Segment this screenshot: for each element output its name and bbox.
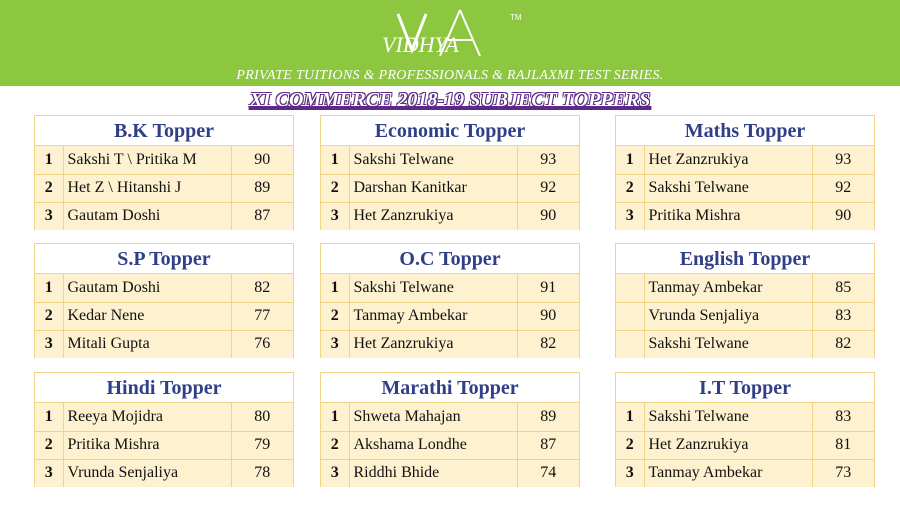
rank-cell: 2 xyxy=(321,174,349,202)
name-cell: Het Zanzrukiya xyxy=(644,431,812,459)
rank-cell: 3 xyxy=(321,330,349,358)
table-row xyxy=(321,330,579,358)
topper-card-maths xyxy=(615,115,875,230)
card-title: Hindi Topper xyxy=(35,373,293,403)
topper-table xyxy=(321,146,579,230)
name-cell: Het Zanzrukiya xyxy=(349,202,517,230)
name-cell: Sakshi Telwane xyxy=(644,403,812,431)
rank-cell: 3 xyxy=(35,459,63,487)
table-row xyxy=(35,146,293,174)
name-cell: Het Zanzrukiya xyxy=(349,330,517,358)
score-cell: 90 xyxy=(231,146,293,174)
topper-card-oc xyxy=(320,243,580,358)
card-title: Maths Topper xyxy=(616,116,874,146)
topper-table xyxy=(321,403,579,487)
topper-card-bk xyxy=(34,115,294,230)
table-row xyxy=(616,302,874,330)
name-cell: Riddhi Bhide xyxy=(349,459,517,487)
card-title: B.K Topper xyxy=(35,116,293,146)
name-cell: Mitali Gupta xyxy=(63,330,231,358)
rank-cell: 3 xyxy=(616,202,644,230)
card-title: Economic Topper xyxy=(321,116,579,146)
rank-cell: 1 xyxy=(35,274,63,302)
table-row xyxy=(35,431,293,459)
rank-cell xyxy=(616,302,644,330)
name-cell: Tanmay Ambekar xyxy=(349,302,517,330)
topper-table xyxy=(35,274,293,358)
score-cell: 91 xyxy=(517,274,579,302)
name-cell: Pritika Mishra xyxy=(644,202,812,230)
rank-cell: 2 xyxy=(35,302,63,330)
score-cell: 79 xyxy=(231,431,293,459)
topper-card-sp xyxy=(34,243,294,358)
score-cell: 85 xyxy=(812,274,874,302)
rank-cell: 3 xyxy=(35,330,63,358)
rank-cell: 3 xyxy=(321,459,349,487)
table-row xyxy=(616,459,874,487)
score-cell: 87 xyxy=(517,431,579,459)
table-row xyxy=(616,202,874,230)
card-title: O.C Topper xyxy=(321,244,579,274)
rank-cell: 1 xyxy=(35,403,63,431)
score-cell: 87 xyxy=(231,202,293,230)
rank-cell: 3 xyxy=(616,459,644,487)
card-title: English Topper xyxy=(616,244,874,274)
name-cell: Tanmay Ambekar xyxy=(644,274,812,302)
table-row xyxy=(616,330,874,358)
score-cell: 90 xyxy=(517,302,579,330)
table-row xyxy=(321,274,579,302)
score-cell: 80 xyxy=(231,403,293,431)
rank-cell: 2 xyxy=(321,302,349,330)
rank-cell: 1 xyxy=(35,146,63,174)
score-cell: 89 xyxy=(517,403,579,431)
topper-card-marathi xyxy=(320,372,580,487)
name-cell: Pritika Mishra xyxy=(63,431,231,459)
page-title: XI COMMERCE 2018-19 SUBJECT TOPPERS xyxy=(249,89,651,111)
name-cell: Sakshi Telwane xyxy=(644,330,812,358)
name-cell: Gautam Doshi xyxy=(63,202,231,230)
name-cell: Shweta Mahajan xyxy=(349,403,517,431)
name-cell: Vrunda Senjaliya xyxy=(63,459,231,487)
brand-logo xyxy=(360,6,540,62)
score-cell: 83 xyxy=(812,403,874,431)
rank-cell: 1 xyxy=(321,274,349,302)
name-cell: Sakshi T \ Pritika M xyxy=(63,146,231,174)
logo-text: VIDHYA xyxy=(382,32,459,57)
card-title: I.T Topper xyxy=(616,373,874,403)
table-row xyxy=(35,174,293,202)
card-title: Marathi Topper xyxy=(321,373,579,403)
table-row xyxy=(321,431,579,459)
score-cell: 89 xyxy=(231,174,293,202)
name-cell: Het Z \ Hitanshi J xyxy=(63,174,231,202)
name-cell: Sakshi Telwane xyxy=(349,146,517,174)
table-row xyxy=(616,274,874,302)
table-row xyxy=(321,202,579,230)
score-cell: 78 xyxy=(231,459,293,487)
rank-cell: 1 xyxy=(321,403,349,431)
table-row xyxy=(35,459,293,487)
rank-cell: 1 xyxy=(321,146,349,174)
score-cell: 82 xyxy=(231,274,293,302)
rank-cell: 3 xyxy=(321,202,349,230)
rank-cell: 2 xyxy=(616,174,644,202)
topper-table xyxy=(35,146,293,230)
topper-table xyxy=(616,403,874,487)
rank-cell: 2 xyxy=(35,174,63,202)
rank-cell: 1 xyxy=(616,403,644,431)
table-row xyxy=(35,330,293,358)
tagline: PRIVATE TUITIONS & PROFESSIONALS & RAJLAXMI TEST SERIES. xyxy=(236,68,664,83)
table-row xyxy=(321,174,579,202)
topper-card-it xyxy=(615,372,875,487)
card-title: S.P Topper xyxy=(35,244,293,274)
score-cell: 82 xyxy=(517,330,579,358)
score-cell: 92 xyxy=(517,174,579,202)
score-cell: 93 xyxy=(517,146,579,174)
table-row xyxy=(35,403,293,431)
score-cell: 73 xyxy=(812,459,874,487)
name-cell: Vrunda Senjaliya xyxy=(644,302,812,330)
name-cell: Sakshi Telwane xyxy=(349,274,517,302)
score-cell: 74 xyxy=(517,459,579,487)
name-cell: Kedar Nene xyxy=(63,302,231,330)
topper-card-economic xyxy=(320,115,580,230)
name-cell: Akshama Londhe xyxy=(349,431,517,459)
rank-cell xyxy=(616,274,644,302)
name-cell: Gautam Doshi xyxy=(63,274,231,302)
table-row xyxy=(35,302,293,330)
table-row xyxy=(616,146,874,174)
topper-card-english xyxy=(615,243,875,358)
topper-table xyxy=(35,403,293,487)
table-row xyxy=(616,174,874,202)
table-row xyxy=(321,146,579,174)
name-cell: Sakshi Telwane xyxy=(644,174,812,202)
name-cell: Tanmay Ambekar xyxy=(644,459,812,487)
score-cell: 81 xyxy=(812,431,874,459)
score-cell: 83 xyxy=(812,302,874,330)
rank-cell: 2 xyxy=(35,431,63,459)
table-row xyxy=(321,302,579,330)
score-cell: 90 xyxy=(812,202,874,230)
table-row xyxy=(35,274,293,302)
name-cell: Darshan Kanitkar xyxy=(349,174,517,202)
table-row xyxy=(35,202,293,230)
score-cell: 90 xyxy=(517,202,579,230)
svg-text:TM: TM xyxy=(510,13,522,22)
name-cell: Reeya Mojidra xyxy=(63,403,231,431)
topper-table xyxy=(616,274,874,358)
logo-mark-icon xyxy=(360,6,540,62)
topper-table xyxy=(321,274,579,358)
rank-cell: 3 xyxy=(35,202,63,230)
topper-table xyxy=(616,146,874,230)
name-cell: Het Zanzrukiya xyxy=(644,146,812,174)
header-banner xyxy=(0,0,900,86)
rank-cell xyxy=(616,330,644,358)
score-cell: 76 xyxy=(231,330,293,358)
table-row xyxy=(321,403,579,431)
score-cell: 93 xyxy=(812,146,874,174)
score-cell: 92 xyxy=(812,174,874,202)
rank-cell: 2 xyxy=(321,431,349,459)
score-cell: 82 xyxy=(812,330,874,358)
rank-cell: 1 xyxy=(616,146,644,174)
rank-cell: 2 xyxy=(616,431,644,459)
table-row xyxy=(616,403,874,431)
table-row xyxy=(321,459,579,487)
score-cell: 77 xyxy=(231,302,293,330)
table-row xyxy=(616,431,874,459)
topper-card-hindi xyxy=(34,372,294,487)
